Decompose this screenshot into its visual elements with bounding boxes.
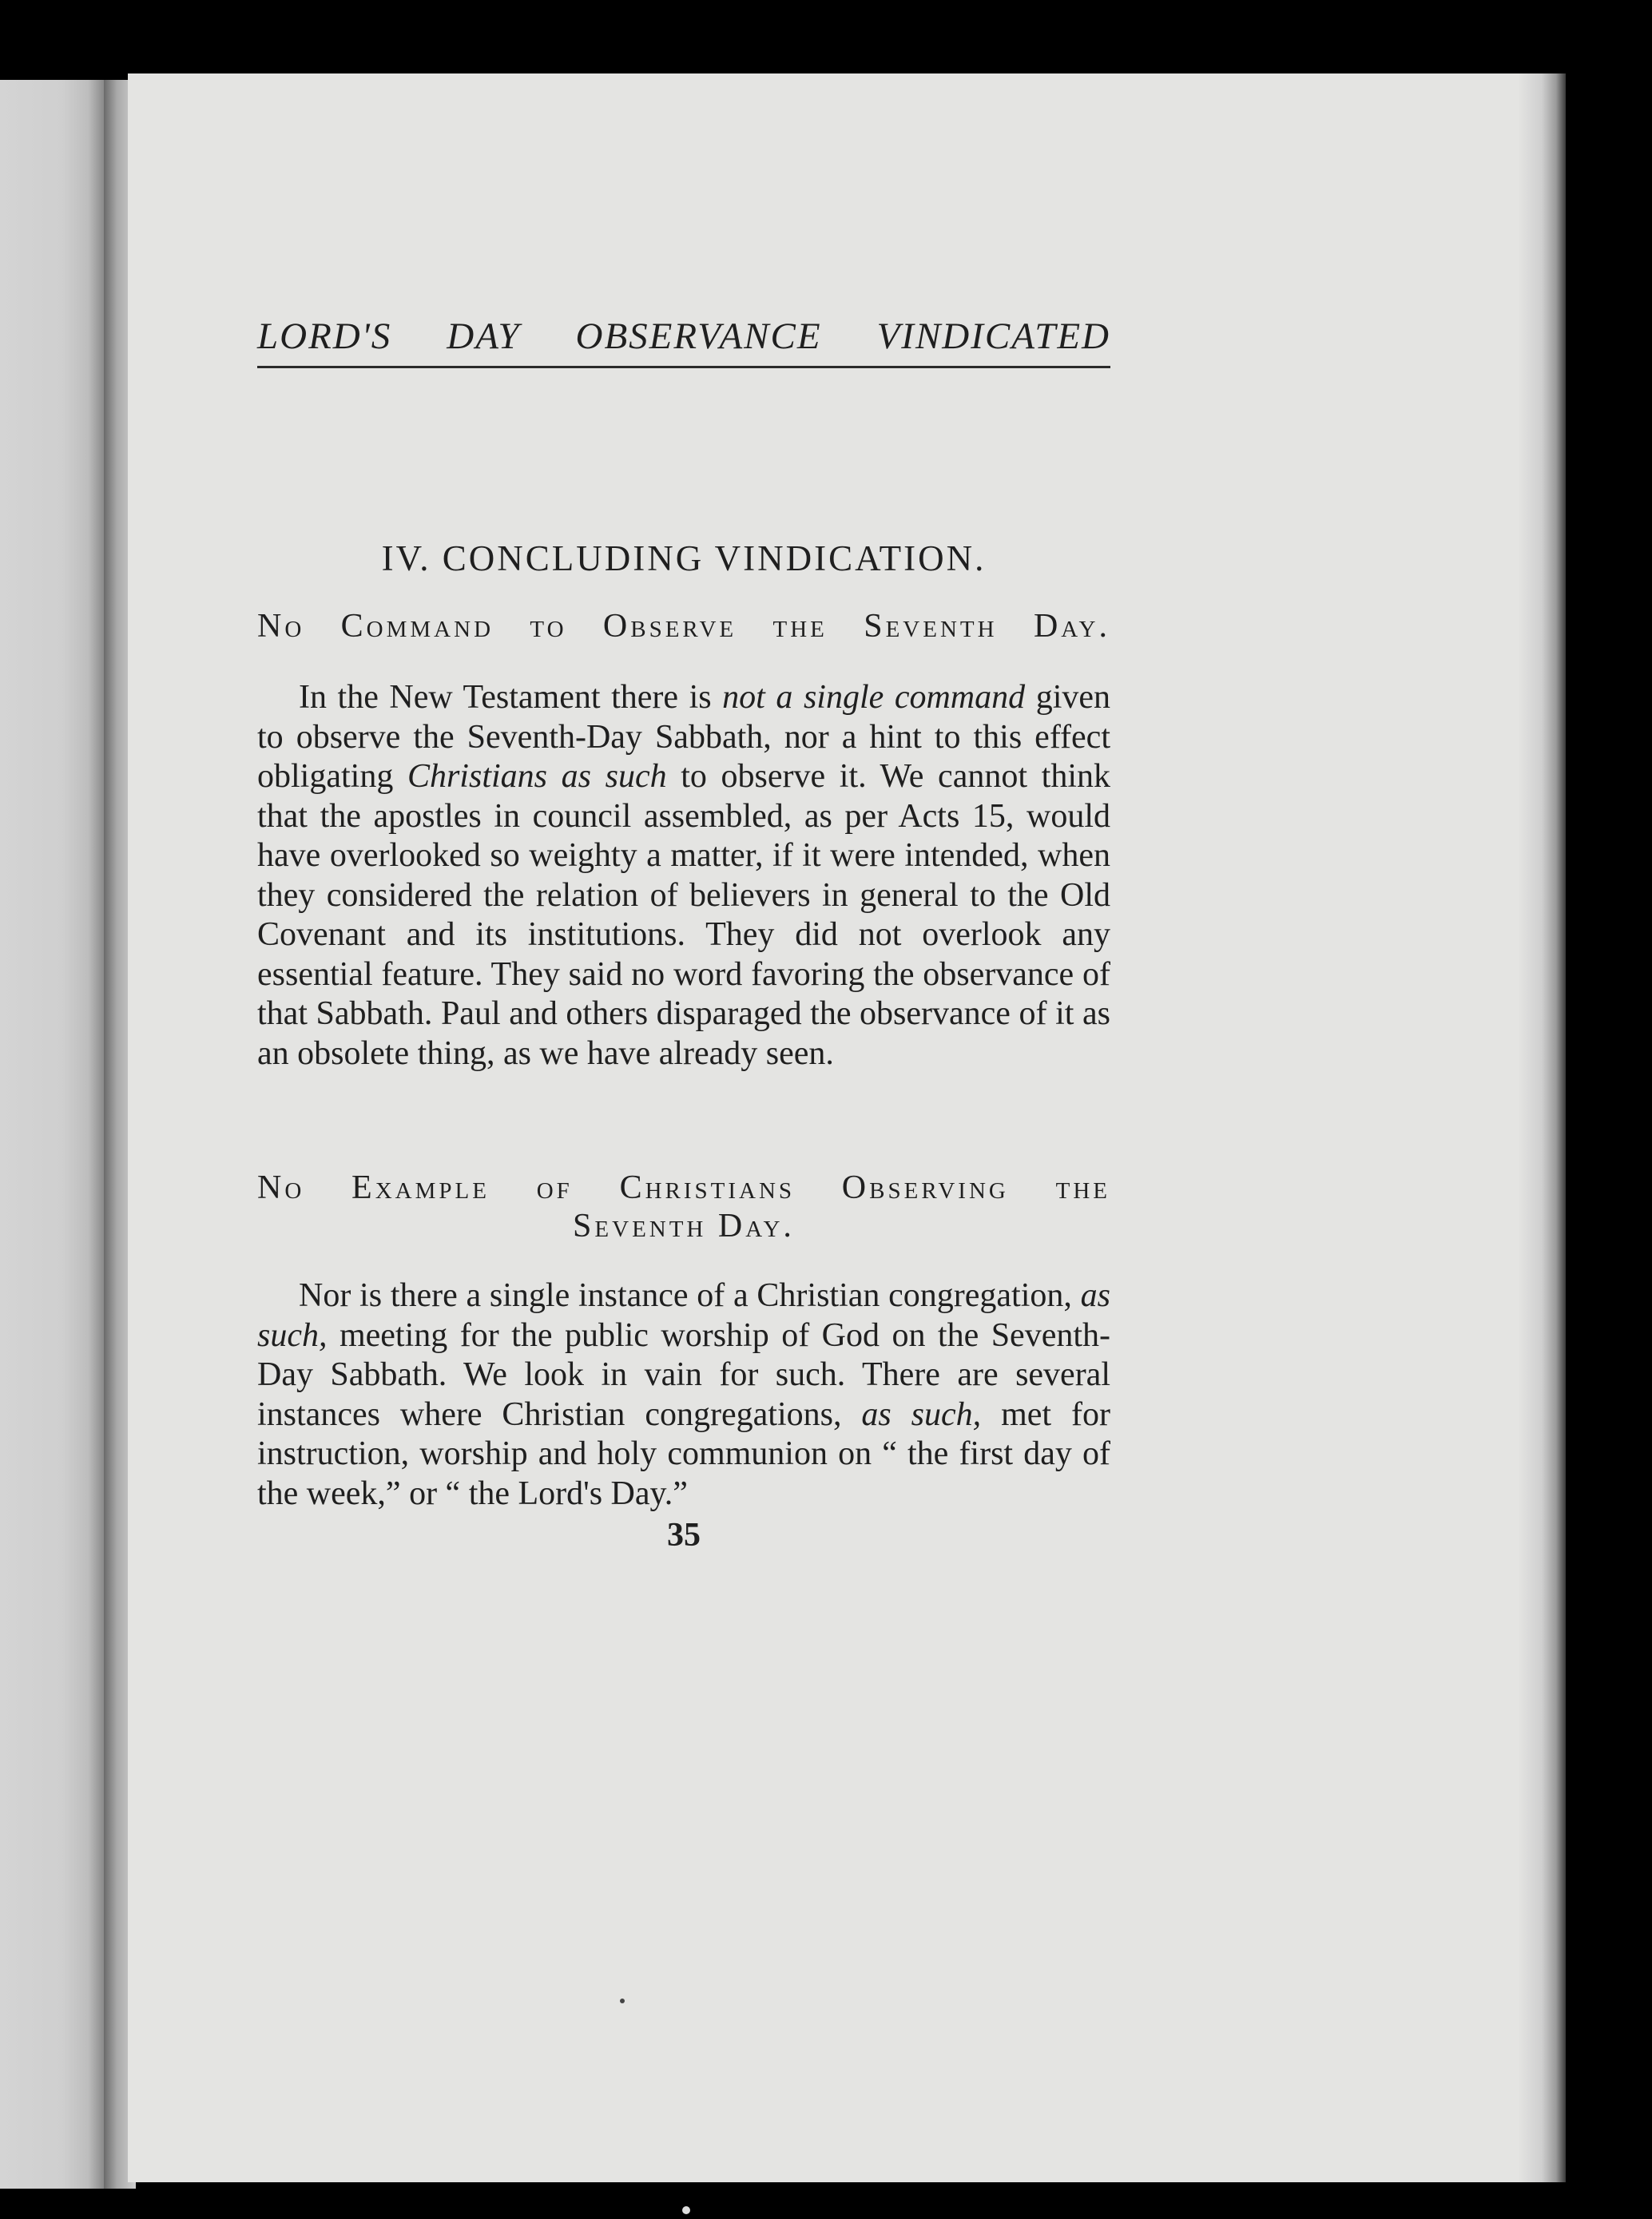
section-1-paragraph — [257, 678, 1110, 1074]
section-title-2-line-2: Seventh Day. — [573, 1208, 795, 1244]
paragraph-text: Nor is there a single instance of a Christian congregation, — [299, 1277, 1081, 1314]
paragraph-text: given to observe the Seventh-Day Sabbath, nor a hint to this effect obligating — [257, 679, 1111, 795]
dust-speck — [620, 1999, 625, 2003]
running-head: LORD'S DAY OBSERVANCE VINDICATED — [257, 312, 1110, 368]
emphasis-text: Christians as such — [407, 758, 667, 795]
section-title-1: No Command to Observe the Seventh Day. — [257, 608, 1110, 645]
page-text-block — [257, 312, 1110, 1555]
paragraph-text: to observe it. We cannot think that the apostles in council assembled, as per Acts 15, would have overlooked so weighty a matter, if it were intended, when they considered the relation of believers in general to the Old Covenant and its institutions. They did not overlook any essential feature. They said no word favoring the observance of that Sabbath. Paul and others disparaged the observance of it as an obsolete thing, as we have already seen. — [257, 758, 1110, 1072]
emphasis-text: not a single command — [722, 679, 1026, 716]
paragraph-text: meeting for the public worship of God on the Seventh-Day Sabbath. We look in vain for such. There are several instances where Christian congregations, — [257, 1316, 1110, 1433]
left-page-edge — [0, 80, 104, 2189]
right-page-edge — [1518, 73, 1566, 2182]
paragraph-text: met for instruction, worship and holy communion on “ the first day of the week,” or “ the Lord's Day.” — [257, 1395, 1110, 1512]
emphasis-text: as such, — [257, 1277, 1110, 1354]
section-title-2-line-1: No Example of Christians Observing the — [257, 1169, 1110, 1206]
section-2-paragraph — [257, 1276, 1110, 1514]
chapter-title: IV. CONCLUDING VINDICATION. — [381, 538, 987, 578]
page-number: 35 — [667, 1517, 701, 1554]
paragraph-text: In the New Testament there is — [299, 679, 723, 716]
dust-speck — [682, 2206, 690, 2214]
emphasis-text: as such, — [861, 1395, 982, 1433]
